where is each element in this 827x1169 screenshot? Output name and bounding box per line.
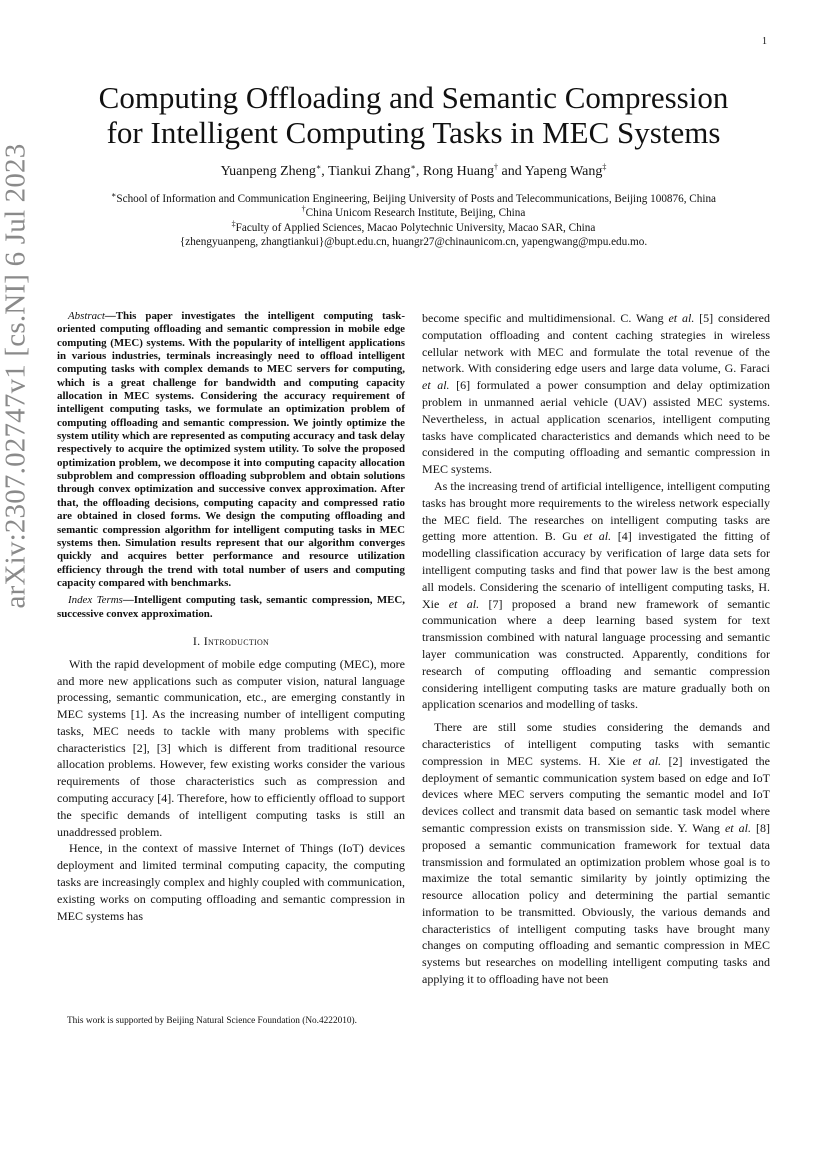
affiliation-1 xyxy=(0,192,827,206)
abstract xyxy=(57,310,405,590)
author-separator: , xyxy=(321,164,329,179)
author-emails: {zhengyuanpeng, zhangtiankui}@bupt.edu.cn, huangr27@chinaunicom.cn, yapengwang@mpu.edu.mo. xyxy=(179,235,648,248)
paper-title xyxy=(0,80,827,150)
index-terms xyxy=(57,594,405,621)
footnote: This work is supported by Beijing Natural Science Foundation (No.4222010). xyxy=(67,1016,357,1026)
text-run: [4] investigated the fitting of modelling classification accuracy by verification of large data sets for intelligent computing tasks and find that power law is the best among all models. Considering the scenario of intelligent computing tasks, H. Xie xyxy=(422,529,770,611)
text-run: [2] investigated the deployment of semantic communication system based on edge and IoT devices where MEC servers computing the semantic model and IoT devices collect and transmit data based on semantic task model where semantic compression exists on transmission side. Y. Wang xyxy=(422,753,770,835)
author-name: Yapeng Wang xyxy=(524,164,603,179)
affiliation-mark: † xyxy=(301,204,306,214)
text-run: [5] considered computation offloading and content caching strategies in wireless cellular network with MEC and formulate the total revenue of the network. With considering edge users and large data volume, G. Faraci xyxy=(422,311,770,376)
author-separator: , xyxy=(415,164,423,179)
affiliation-mark: ‡ xyxy=(602,162,607,172)
page-number: 1 xyxy=(762,36,767,47)
right-column xyxy=(422,310,770,988)
italic-run: et al. xyxy=(583,529,612,544)
left-column xyxy=(57,310,405,924)
text-run: [8] proposed a semantic communication framework for textual data transmission and formulated an optimization problem whose goal is to maximize the total semantic similarity by jointly optimizing the resource allocation policy and determining the partial semantic information to be transmitted. Obviously, the various demands and characteristics of intelligent computing tasks have brought many changes on computing offloading and semantic compression in MEC systems but researches on modelling intelligent computing tasks and applying it to offloading have not been xyxy=(422,820,770,987)
index-terms-text: —Intelligent computing task, semantic compression, MEC, successive convex approximation. xyxy=(57,594,405,620)
right-paragraph-2 xyxy=(422,478,770,713)
affiliation-text: School of Information and Communication Engineering, Beijing University of Posts and Telecommunications, Beijing 100876, China xyxy=(116,193,717,205)
affiliation-mark: † xyxy=(493,162,498,172)
right-paragraph-3 xyxy=(422,719,770,988)
section-heading xyxy=(57,633,405,650)
affiliation-text: Faculty of Applied Sciences, Macao Polytechnic University, Macao SAR, China xyxy=(235,221,596,234)
affiliation-mark: ∗ xyxy=(410,162,416,172)
text-run: become specific and multidimensional. C. Wang xyxy=(422,311,669,325)
affiliation-mark: ‡ xyxy=(231,218,236,228)
text-run: There are still some studies considering the demands and characteristics of intelligent computing tasks with semantic compression in MEC systems. H. Xie xyxy=(422,720,770,768)
title-line-1: Computing Offloading and Semantic Compression xyxy=(98,80,729,115)
intro-paragraph-2: Hence, in the context of massive Internet of Things (IoT) devices deployment and limited terminal computing capacity, the computing tasks are increasingly complex and highly coupled with communication, existing works on computing offloading and semantic compression in MEC systems has xyxy=(57,841,405,923)
intro-paragraph-1: With the rapid development of mobile edge computing (MEC), more and more new applications such as computer vision, natural language processing, semantic communication, etc., are emerging constantly in MEC systems [1]. As the increasing number of intelligent computing tasks, MEC needs to tackle with many problems with specific characteristics [2], [3] which is different from traditional resource allocation problems. However, few existing works consider the various requirements of those characteristics such as compression and computing accuracy [4]. Therefore, how to efficiently offload to support the specific demands of intelligent computing tasks is still an unaddressed problem. xyxy=(57,656,405,839)
right-paragraph-1 xyxy=(422,310,770,478)
section-number: I. xyxy=(192,633,204,648)
affiliations xyxy=(0,192,827,249)
italic-run: et al. xyxy=(448,596,480,611)
section-title: Introduction xyxy=(203,633,270,648)
affiliation-mark: ∗ xyxy=(315,162,322,172)
italic-run: et al. xyxy=(724,820,751,835)
title-line-2: for Intelligent Computing Tasks in MEC Systems xyxy=(106,115,721,150)
italic-run: et al. xyxy=(668,311,695,325)
abstract-text: —This paper investigates the intelligent computing task-oriented computing offloading and semantic compression in mobile edge computing (MEC) systems. With the popularity of intelligent applications in various industries, terminals increasingly need to offload intelligent computing tasks with complex demands to MEC servers for computing, which is a great challenge for bandwidth and computing capacity allocation in MEC systems. Considering the accuracy requirement of intelligent computing tasks, we formulate an optimization problem of computing offloading and semantic compression. We jointly optimize the system utility which are represented as computing accuracy and task delay respectively to acquire the optimized system utility. To solve the proposed optimization problem, we decompose it into computing capacity allocation subproblem and compression offloading subproblem and obtain solutions through convex optimization and successive convex approximation. After that, the offloading decisions, computing capacity and compressed ratio are obtained in closed forms. We design the computing offloading and semantic compression algorithm for intelligent computing tasks in MEC systems then. Simulation results represent that our algorithm converges quickly and acquires better performance and resource utilization efficiency through the trend with total number of users and computing capacity compared with benchmarks. xyxy=(57,310,405,589)
text-run: [6] formulated a power consumption and delay optimization problem in unmanned aerial vehicle (UAV) assisted MEC systems. Nevertheless, in actual application scenarios, intelligent computing tasks have complicated characteristics and demands which need to be considered in the computing offloading and semantic compression in MEC systems. xyxy=(422,378,770,477)
author-separator: and xyxy=(497,164,525,179)
author-list xyxy=(0,164,827,180)
text-run: As the increasing trend of artificial intelligence, intelligent computing tasks has brought more requirements to the wireless network especially the MEC field. The researches on intelligent computing tasks are getting more attention. B. Gu xyxy=(422,478,770,544)
affiliation-text: China Unicom Research Institute, Beijing, China xyxy=(305,207,526,220)
index-terms-label: Index Terms xyxy=(68,594,123,607)
abstract-label: Abstract xyxy=(68,310,105,322)
author-name: Yuanpeng Zheng xyxy=(220,164,316,179)
author-name: Tiankui Zhang xyxy=(328,164,411,179)
author-name: Rong Huang xyxy=(422,164,494,179)
italic-run: et al. xyxy=(632,753,662,768)
text-run: [7] proposed a brand new framework of semantic communication where a deep learning based system for text transmission combined with natural language processing and semantic layer communication was constructed. Apparently, conditions for research of computing offloading and semantic compression considering intelligent computing tasks are mature gradually both on application scenarios and modelling of tasks. xyxy=(422,596,770,712)
affiliation-3 xyxy=(0,218,827,235)
affiliation-2 xyxy=(0,206,827,220)
arxiv-stamp-text: arXiv:2307.02747v1 [cs.NI] 6 Jul 2023 xyxy=(0,143,32,609)
affiliation-mark: ∗ xyxy=(110,190,117,200)
italic-run: et al. xyxy=(422,378,450,393)
